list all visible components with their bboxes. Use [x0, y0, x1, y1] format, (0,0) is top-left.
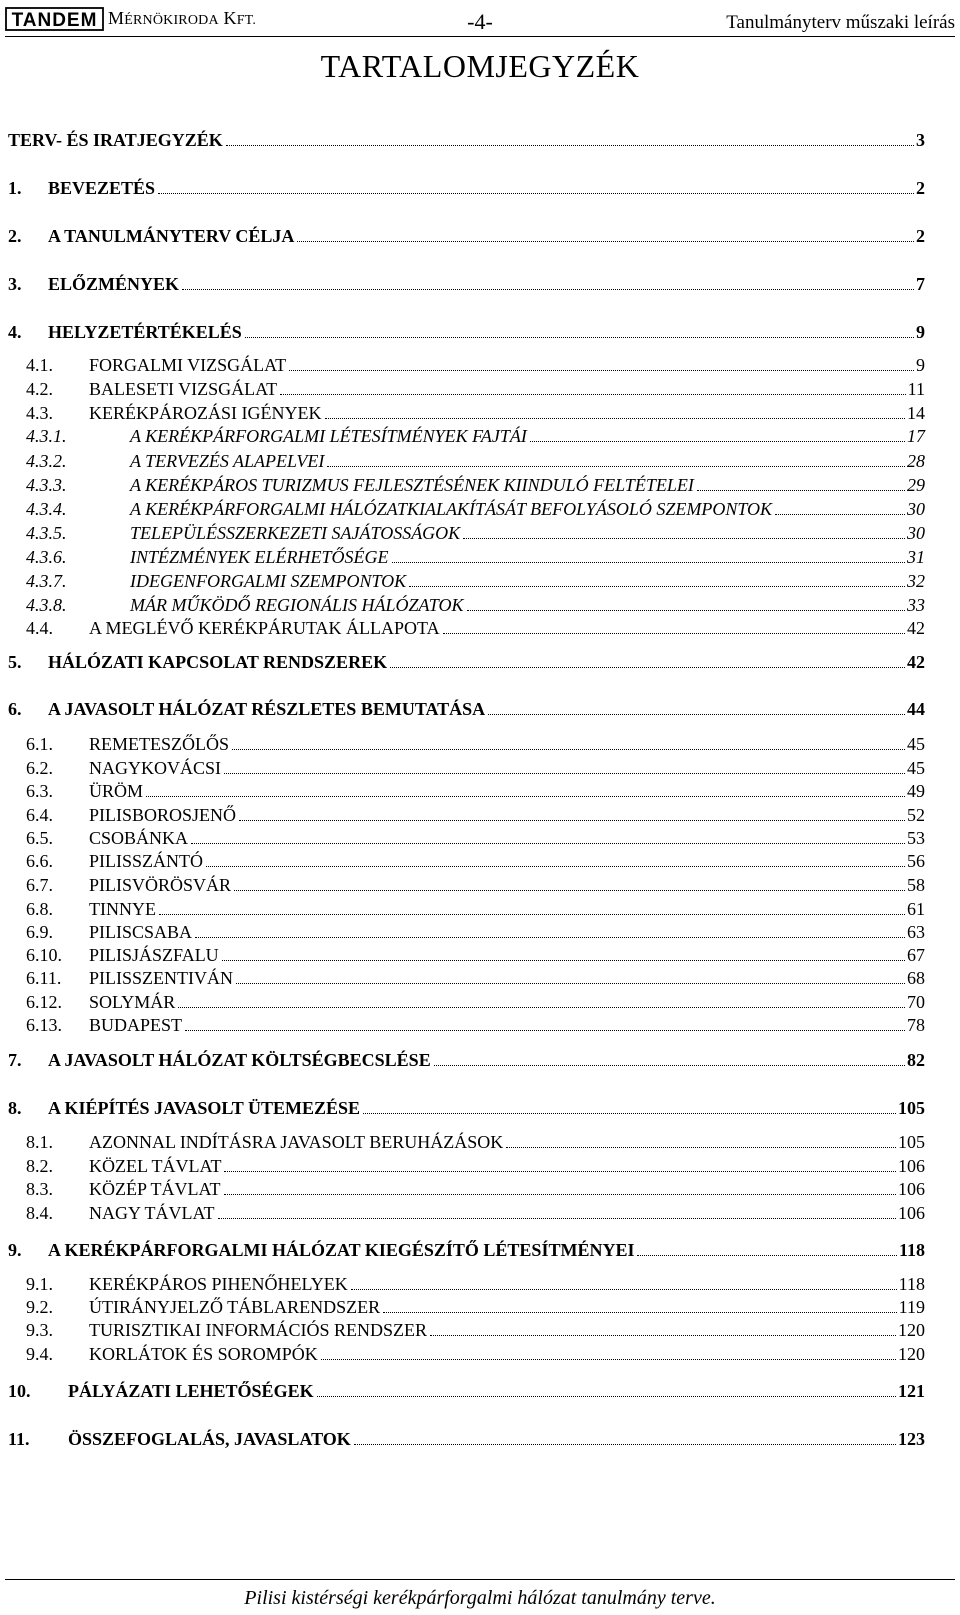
toc-entry-title: A TANULMÁNYTERV CÉLJA — [48, 226, 295, 246]
toc-entry-page: 58 — [907, 875, 925, 895]
toc-entry — [0, 732, 925, 756]
toc-entry — [0, 779, 925, 803]
toc-entry-title: A KERÉKPÁRFORGALMI HÁLÓZATKIALAKÍTÁSÁT BEFOLYÁSOLÓ SZEMPONTOK — [130, 499, 773, 519]
toc-entry — [0, 943, 925, 967]
toc-entry-title: KERÉKPÁROZÁSI IGÉNYEK — [89, 403, 322, 423]
toc-entry-title: A JAVASOLT HÁLÓZAT KÖLTSÉGBECSLÉSE — [48, 1050, 431, 1070]
toc-dot-leader — [317, 1395, 896, 1397]
toc-entry-number: 6.5. — [26, 828, 53, 848]
toc-dot-leader — [637, 1254, 897, 1256]
logo-text: TANDEM — [11, 10, 98, 31]
toc-entry-page: 32 — [907, 571, 925, 591]
toc-entry-title: HELYZETÉRTÉKELÉS — [48, 322, 242, 342]
toc-entry-title: NAGYKOVÁCSI — [89, 758, 222, 778]
toc-entry-number: 8.2. — [26, 1156, 53, 1176]
toc-entry-number: 8.1. — [26, 1132, 53, 1152]
toc-entry-number: 10. — [8, 1381, 31, 1401]
toc-entry — [0, 1427, 925, 1451]
toc-entry-number: 6.6. — [26, 851, 53, 871]
toc-entry-title: A KIÉPÍTÉS JAVASOLT ÜTEMEZÉSE — [48, 1098, 360, 1118]
toc-entry — [0, 920, 925, 944]
toc-dot-leader — [224, 1170, 896, 1172]
toc-entry-number: 4.3.6. — [26, 547, 67, 567]
toc-entry — [0, 545, 925, 569]
toc-entry — [0, 497, 925, 521]
toc-entry-title: A KERÉKPÁRFORGALMI HÁLÓZAT KIEGÉSZÍTŐ LÉTESÍTMÉNYEI — [48, 1240, 635, 1260]
toc-entry — [0, 1096, 925, 1120]
toc-entry-number: 4.3.1. — [26, 426, 67, 446]
toc-entry-page: 118 — [898, 1240, 925, 1260]
toc-entry-number: 3. — [8, 274, 22, 294]
toc-entry — [0, 1201, 925, 1225]
toc-entry — [0, 1342, 925, 1366]
toc-entry-title: AZONNAL INDÍTÁSRA JAVASOLT BERUHÁZÁSOK — [89, 1132, 504, 1152]
toc-entry-number: 6.3. — [26, 781, 53, 801]
toc-entry — [0, 521, 925, 545]
toc-dot-leader — [392, 561, 905, 563]
toc-entry — [0, 1295, 925, 1319]
toc-entry-number: 6.13. — [26, 1015, 62, 1035]
toc-entry-number: 5. — [8, 652, 22, 672]
toc-dot-leader — [226, 144, 914, 146]
toc-entry-page: 30 — [907, 499, 925, 519]
toc-entry-number: 8.4. — [26, 1203, 53, 1223]
toc-entry — [0, 650, 925, 674]
toc-entry — [0, 272, 925, 296]
toc-entry-page: 7 — [916, 274, 925, 294]
toc-entry-number: 2. — [8, 226, 22, 246]
toc-entry-number: 4.3.7. — [26, 571, 67, 591]
toc-entry-title: PILISVÖRÖSVÁR — [89, 875, 232, 895]
toc-entry — [0, 966, 925, 990]
toc-dot-leader — [146, 795, 905, 797]
toc-entry-title: A MEGLÉVŐ KERÉKPÁRUTAK ÁLLAPOTA — [89, 618, 440, 638]
toc-entry-title: TURISZTIKAI INFORMÁCIÓS RENDSZER — [89, 1320, 428, 1340]
toc-entry-number: 4. — [8, 322, 22, 342]
toc-entry-page: 17 — [907, 426, 925, 446]
toc-entry-title: FORGALMI VIZSGÁLAT — [89, 355, 287, 375]
toc-entry-title: INTÉZMÉNYEK ELÉRHETŐSÉGE — [130, 547, 389, 567]
toc-dot-leader — [363, 1112, 896, 1114]
toc-dot-leader — [354, 1443, 896, 1445]
toc-entry — [0, 176, 925, 200]
toc-entry-page: 44 — [907, 699, 925, 719]
toc-dot-leader — [506, 1146, 896, 1148]
toc-entry-number: 6.12. — [26, 992, 62, 1012]
toc-entry-page: 56 — [907, 851, 925, 871]
toc-dot-leader — [195, 936, 905, 938]
toc-entry-number: 9.1. — [26, 1274, 53, 1294]
toc-entry-page: 68 — [907, 968, 925, 988]
toc-entry-title: TINNYE — [89, 899, 156, 919]
toc-entry-title: PILISSZENTIVÁN — [89, 968, 233, 988]
toc-dot-leader — [325, 417, 906, 419]
toc-entry-title: A JAVASOLT HÁLÓZAT RÉSZLETES BEMUTATÁSA — [48, 699, 486, 719]
toc-entry-page: 106 — [898, 1203, 925, 1223]
toc-entry-page: 123 — [898, 1429, 925, 1449]
toc-entry-page: 42 — [907, 652, 925, 672]
toc-entry-number: 4.1. — [26, 355, 53, 375]
toc-entry-page: 106 — [898, 1179, 925, 1199]
toc-entry-page: 30 — [907, 523, 925, 543]
toc-entry-title: NAGY TÁVLAT — [89, 1203, 215, 1223]
toc-entry-page: 2 — [916, 178, 925, 198]
toc-entry-title: MÁR MŰKÖDŐ REGIONÁLIS HÁLÓZATOK — [130, 595, 464, 615]
toc-entry-page: 120 — [898, 1320, 925, 1340]
toc-entry-page: 67 — [907, 945, 925, 965]
toc-entry — [0, 1272, 925, 1296]
toc-entry-title: PILISJÁSZFALU — [89, 945, 219, 965]
toc-entry-number: 4.3. — [26, 403, 53, 423]
toc-entry-page: 45 — [907, 758, 925, 778]
toc-entry-number: 9. — [8, 1240, 22, 1260]
toc-entry — [0, 990, 925, 1014]
toc-dot-leader — [158, 192, 914, 194]
toc-entry-page: 105 — [898, 1098, 925, 1118]
toc-entry-title: PILISCSABA — [89, 922, 193, 942]
toc-entry — [0, 616, 925, 640]
toc-dot-leader — [234, 889, 905, 891]
toc-entry-page: 118 — [898, 1274, 925, 1294]
toc-entry — [0, 1048, 925, 1072]
toc-entry-number: 8. — [8, 1098, 22, 1118]
toc-entry-title: CSOBÁNKA — [89, 828, 189, 848]
toc-entry-number: 9.2. — [26, 1297, 53, 1317]
toc-entry-title: A KERÉKPÁRFORGALMI LÉTESÍTMÉNYEK FAJTÁI — [130, 426, 527, 446]
toc-dot-leader — [463, 537, 905, 539]
toc-entry-page: 14 — [907, 403, 925, 423]
toc-entry-title: ÖSSZEFOGLALÁS, JAVASLATOK — [68, 1429, 351, 1449]
toc-dot-leader — [236, 982, 905, 984]
toc-dot-leader — [224, 1193, 897, 1195]
toc-dot-leader — [430, 1334, 896, 1336]
toc-entry — [0, 353, 925, 377]
toc-entry — [0, 873, 925, 897]
toc-entry-page: 42 — [907, 618, 925, 638]
toc-dot-leader — [245, 336, 914, 338]
toc-dot-leader — [775, 513, 905, 515]
toc-entry-page: 70 — [907, 992, 925, 1012]
toc-entry-title: TELEPÜLÉSSZERKEZETI SAJÁTOSSÁGOK — [130, 523, 461, 543]
toc-entry-title: TERV- ÉS IRATJEGYZÉK — [8, 130, 223, 150]
toc-entry-title: BALESETI VIZSGÁLAT — [89, 379, 278, 399]
toc-entry-title: PILISBOROSJENŐ — [89, 805, 237, 825]
toc-entry-number: 6.8. — [26, 899, 53, 919]
toc-entry-page: 106 — [898, 1156, 925, 1176]
toc-dot-leader — [218, 1217, 897, 1219]
toc-dot-leader — [351, 1288, 897, 1290]
toc-entry-title: ELŐZMÉNYEK — [48, 274, 180, 294]
toc-dot-leader — [182, 288, 914, 290]
toc-entry-number: 4.2. — [26, 379, 53, 399]
toc-entry-title: KORLÁTOK ÉS SOROMPÓK — [89, 1344, 318, 1364]
toc-dot-leader — [697, 489, 905, 491]
page-number: -4- — [467, 9, 493, 34]
toc-dot-leader — [222, 959, 905, 961]
toc-entry — [0, 1379, 925, 1403]
toc-entry — [0, 128, 925, 152]
toc-entry-number: 4.3.8. — [26, 595, 67, 615]
toc-dot-leader — [206, 865, 905, 867]
toc-title: TARTALOMJEGYZÉK — [320, 48, 640, 84]
toc-dot-leader — [390, 666, 905, 668]
toc-entry — [0, 803, 925, 827]
toc-dot-leader — [383, 1311, 897, 1313]
toc-entry-page: 28 — [907, 451, 925, 471]
toc-dot-leader — [530, 440, 905, 442]
toc-entry-title: IDEGENFORGALMI SZEMPONTOK — [130, 571, 407, 591]
toc-entry-page: 63 — [907, 922, 925, 942]
toc-entry-number: 6.10. — [26, 945, 62, 965]
toc-entry-number: 4.3.2. — [26, 451, 67, 471]
footer-text: Pilisi kistérségi kerékpárforgalmi hálózat tanulmány terve. — [244, 1587, 716, 1609]
toc-entry-title: KÖZEL TÁVLAT — [89, 1156, 222, 1176]
toc-entry-number: 11. — [8, 1429, 30, 1449]
toc-entry-number: 6.2. — [26, 758, 53, 778]
toc-entry-title: REMETESZŐLŐS — [89, 734, 230, 754]
toc-entry — [0, 1130, 925, 1154]
toc-entry-title: SOLYMÁR — [89, 992, 176, 1012]
toc-entry-page: 29 — [907, 475, 925, 495]
toc-dot-leader — [297, 240, 914, 242]
toc-entry — [0, 473, 925, 497]
toc-entry-page: 121 — [898, 1381, 925, 1401]
page-footer — [5, 1579, 955, 1612]
toc-entry-page: 105 — [898, 1132, 925, 1152]
toc-entry-number: 8.3. — [26, 1179, 53, 1199]
toc-entry — [0, 320, 925, 344]
toc-entry-page: 119 — [898, 1297, 925, 1317]
toc-entry-number: 7. — [8, 1050, 22, 1070]
toc-entry-title: BUDAPEST — [89, 1015, 183, 1035]
toc-entry — [0, 401, 925, 425]
toc-dot-leader — [191, 842, 905, 844]
toc-entry-title: PÁLYÁZATI LEHETŐSÉGEK — [68, 1381, 314, 1401]
toc-entry — [0, 424, 925, 448]
toc-entry-page: 9 — [916, 322, 925, 342]
toc-dot-leader — [443, 632, 905, 634]
toc-entry-number: 9.3. — [26, 1320, 53, 1340]
toc-entry-page: 53 — [907, 828, 925, 848]
toc-entry — [0, 569, 925, 593]
toc-entry-page: 120 — [898, 1344, 925, 1364]
toc-entry-number: 9.4. — [26, 1344, 53, 1364]
toc-entry-title: KÖZÉP TÁVLAT — [89, 1179, 221, 1199]
toc-entry — [0, 897, 925, 921]
toc-entry-number: 6.7. — [26, 875, 53, 895]
toc-entry-page: 82 — [907, 1050, 925, 1070]
toc-entry — [0, 1238, 925, 1262]
toc-entry-number: 6. — [8, 699, 22, 719]
toc-entry-title: KERÉKPÁROS PIHENŐHELYEK — [89, 1274, 348, 1294]
toc-entry-page: 2 — [916, 226, 925, 246]
toc-entry-title: ÜRÖM — [89, 781, 144, 801]
toc-dot-leader — [467, 609, 905, 611]
toc-dot-leader — [289, 369, 914, 371]
toc-dot-leader — [239, 819, 905, 821]
toc-entry-title: A TERVEZÉS ALAPELVEI — [130, 451, 325, 471]
toc-dot-leader — [280, 393, 906, 395]
toc-entry-number: 4.3.5. — [26, 523, 67, 543]
toc-entry — [0, 1154, 925, 1178]
toc-entry-page: 3 — [916, 130, 925, 150]
toc-entry-title: A KERÉKPÁROS TURIZMUS FEJLESZTÉSÉNEK KIINDULÓ FELTÉTELEI — [130, 475, 694, 495]
firm-name: MÉRNÖKIRODA KFT. — [108, 8, 257, 28]
toc-dot-leader — [159, 913, 905, 915]
toc-entry-number: 4.3.3. — [26, 475, 67, 495]
toc-entry — [0, 449, 925, 473]
toc-dot-leader — [321, 1358, 896, 1360]
toc-dot-leader — [409, 585, 905, 587]
page-header — [5, 4, 955, 37]
toc-dot-leader — [185, 1029, 905, 1031]
toc-entry-page: 78 — [907, 1015, 925, 1035]
toc-dot-leader — [327, 465, 905, 467]
toc-entry-number: 4.4. — [26, 618, 53, 638]
toc-entry — [0, 224, 925, 248]
toc-entry-page: 52 — [907, 805, 925, 825]
toc-dot-leader — [434, 1064, 905, 1066]
toc-entry-page: 9 — [916, 355, 925, 375]
toc-entry-number: 6.1. — [26, 734, 53, 754]
toc-entry-page: 11 — [907, 379, 925, 399]
toc-entry — [0, 826, 925, 850]
document-type: Tanulmányterv műszaki leírás — [726, 12, 955, 33]
toc-entry-page: 31 — [907, 547, 925, 567]
toc-entry — [0, 377, 925, 401]
toc-dot-leader — [178, 1006, 905, 1008]
toc-dot-leader — [224, 772, 905, 774]
toc-entry-number: 4.3.4. — [26, 499, 67, 519]
toc-entry-title: BEVEZETÉS — [48, 178, 156, 198]
toc-entry-number: 6.11. — [26, 968, 62, 988]
toc-dot-leader — [488, 713, 905, 715]
toc-entry — [0, 756, 925, 780]
toc-entry — [0, 1177, 925, 1201]
toc-entry-page: 45 — [907, 734, 925, 754]
toc-entry-page: 49 — [907, 781, 925, 801]
toc-entry — [0, 849, 925, 873]
toc-entry-page: 61 — [907, 899, 925, 919]
toc-entry — [0, 1013, 925, 1037]
toc-entry-number: 6.9. — [26, 922, 53, 942]
toc-entry — [0, 697, 925, 721]
toc-dot-leader — [232, 748, 905, 750]
toc-entry-page: 33 — [907, 595, 925, 615]
toc-entry — [0, 1318, 925, 1342]
toc-entry-title: PILISSZÁNTÓ — [89, 851, 204, 871]
toc-entry-number: 1. — [8, 178, 22, 198]
toc-entry-title: ÚTIRÁNYJELZŐ TÁBLARENDSZER — [89, 1297, 381, 1317]
toc-entry-number: 6.4. — [26, 805, 53, 825]
toc-entry-title: HÁLÓZATI KAPCSOLAT RENDSZEREK — [48, 652, 388, 672]
toc-entry — [0, 593, 925, 617]
